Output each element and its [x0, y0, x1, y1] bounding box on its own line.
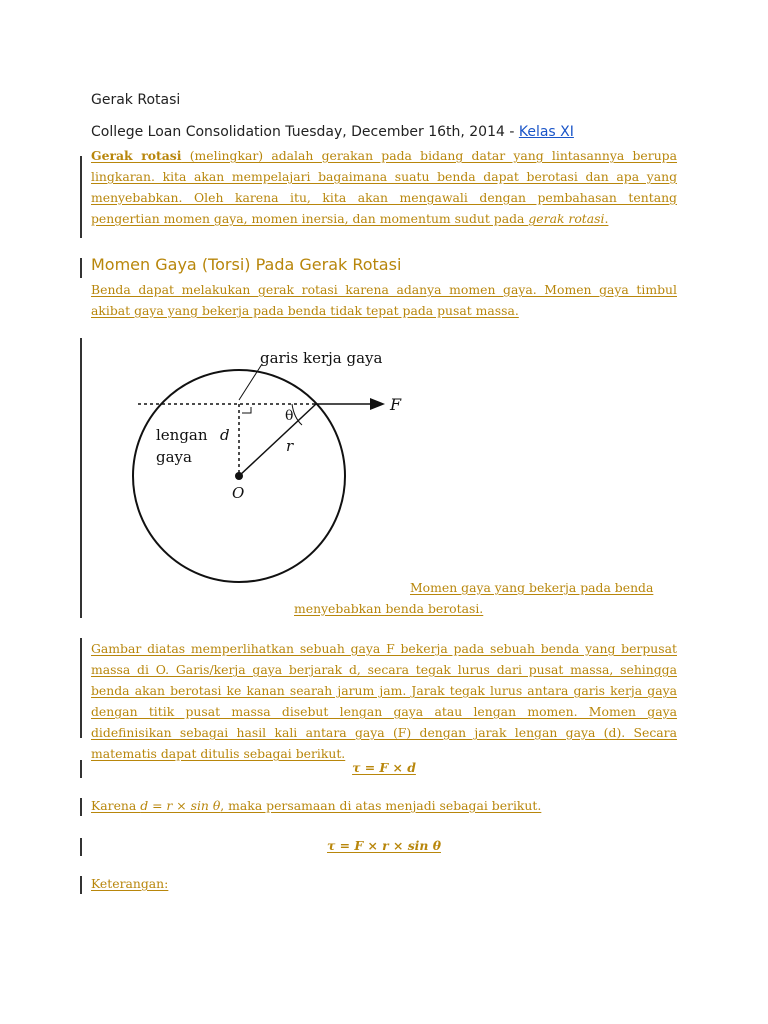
intro-bold: Gerak rotasi	[91, 148, 182, 163]
substitution-line	[91, 798, 541, 813]
substitution-expr: d = r × sin θ	[140, 798, 221, 813]
intro-end: .	[604, 211, 609, 226]
formula-torque-sin: τ = F × r × sin θ	[327, 838, 441, 853]
d-label: d	[220, 426, 230, 444]
line-of-action-label: garis kerja gaya	[260, 349, 383, 367]
theta-label: θ	[285, 408, 294, 424]
origin-label: O	[232, 484, 245, 502]
substitution-post: , maka persamaan di atas menjadi sebagai berikut.	[220, 798, 542, 813]
force-label: F	[390, 395, 402, 414]
quote-bar	[80, 338, 82, 618]
radius-line	[239, 404, 316, 476]
page-title: Gerak Rotasi	[91, 92, 181, 108]
post-meta-text: College Loan Consolidation Tuesday, December 16th, 2014 -	[91, 124, 519, 140]
intro-italic: gerak rotasi	[528, 211, 605, 226]
section-heading: Momen Gaya (Torsi) Pada Gerak Rotasi	[91, 255, 402, 274]
figure-caption-line1: Momen gaya yang bekerja pada benda	[410, 580, 654, 595]
lever-arm-label-2: gaya	[156, 448, 192, 466]
lever-arm-label-1: lengan	[156, 426, 208, 444]
intro-paragraph	[91, 145, 677, 229]
intro-text: (melingkar) adalah gerakan pada bidang datar yang lintasannya berupa lingkaran. kita akan mempelajari bagaimana suatu benda dapat berotasi dan apa yang menyebabkan. Oleh karena itu, kita akan mengawali dengan pembahasan tentang pengertian momen gaya, momen inersia, dan momentum sudut pada	[91, 148, 677, 226]
origin-point	[235, 472, 243, 480]
explanation-paragraph: Gambar diatas memperlihatkan sebuah gaya F bekerja pada sebuah benda yang berpusat massa di O. Garis/kerja gaya berjarak d, secara tegak lurus dari pusat massa, sehingga benda akan berotasi ke kanan searah jarum jam. Jarak tegak lurus antara garis kerja gaya dengan titik pusat massa disebut lengan gaya atau lengan momen. Momen gaya didefinisikan sebagai hasil kali antara gaya (F) dengan jarak lengan gaya (d). Secara matematis dapat ditulis sebagai berikut.	[91, 641, 677, 761]
substitution-pre: Karena	[91, 798, 141, 813]
post-meta	[91, 124, 574, 140]
quote-bar	[80, 798, 82, 816]
category-link[interactable]: Kelas XI	[518, 124, 574, 140]
formula-torque: τ = F × d	[352, 760, 416, 775]
torque-diagram	[120, 338, 420, 586]
quote-bar	[80, 638, 82, 738]
quote-bar	[80, 876, 82, 894]
r-label: r	[286, 437, 294, 455]
keterangan-label: Keterangan:	[91, 876, 169, 891]
quote-bar	[80, 156, 82, 238]
figure-caption-line2: menyebabkan benda berotasi.	[294, 601, 484, 616]
right-angle-mark	[242, 407, 251, 413]
section-intro: Benda dapat melakukan gerak rotasi karena adanya momen gaya. Momen gaya timbul akibat gaya yang bekerja pada benda tidak tepat pada pusat massa.	[91, 282, 677, 318]
quote-bar	[80, 258, 82, 278]
